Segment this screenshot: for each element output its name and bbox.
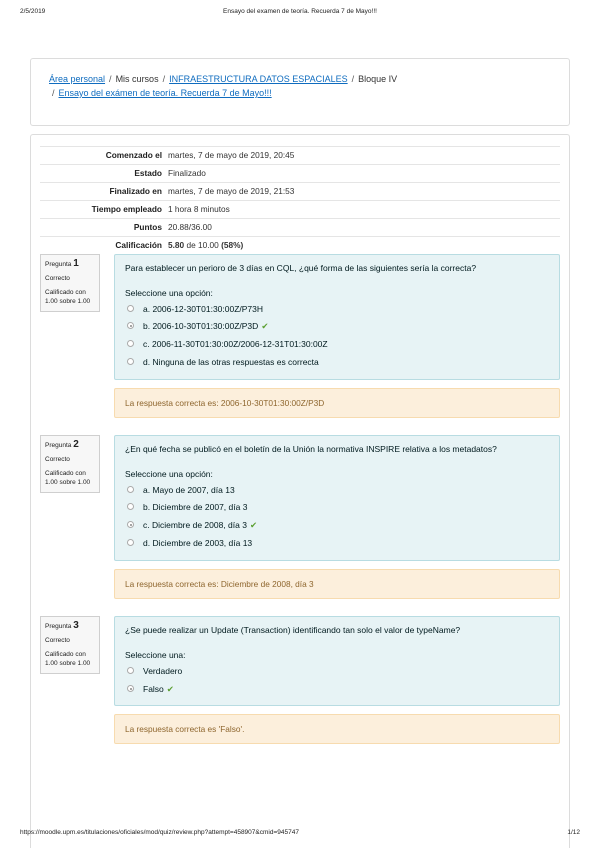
answer-label: c. 2006-11-30T01:30:00Z/2006-12-31T01:30:00Z — [143, 339, 328, 349]
question-text: Para establecer un perioro de 3 días en CQL, ¿qué forma de las siguientes sería la correcta? — [125, 263, 477, 273]
breadcrumb-separator: / — [351, 74, 355, 84]
radio-button[interactable] — [127, 305, 134, 312]
question-state: Correcto — [45, 456, 70, 463]
question-number — [45, 621, 95, 631]
question-info-2 — [40, 435, 100, 493]
breadcrumb-separator: / — [52, 88, 55, 98]
print-page-number: 1/12 — [567, 829, 580, 836]
question-info-3 — [40, 616, 100, 674]
answer-label: b. Diciembre de 2007, día 3 — [143, 502, 248, 512]
breadcrumb-home-link[interactable]: Área personal — [49, 74, 106, 84]
answer-option[interactable] — [127, 666, 182, 676]
answer-option[interactable] — [127, 520, 257, 531]
breadcrumb-card — [30, 58, 570, 126]
summary-key: Tiempo empleado — [40, 201, 165, 219]
answer-label: d. Ninguna de las otras respuestas es correcta — [143, 357, 319, 367]
radio-button-selected[interactable] — [127, 685, 134, 692]
correct-answer-feedback: La respuesta correcta es: 2006-10-30T01:30:00Z/P3D — [125, 398, 325, 408]
question-prompt: Seleccione una opción: — [125, 288, 213, 298]
radio-button[interactable] — [127, 503, 134, 510]
answer-label: a. Mayo de 2007, día 13 — [143, 485, 235, 495]
answer-label: c. Diciembre de 2008, día 3 — [143, 520, 247, 530]
answer-label: d. Diciembre de 2003, día 13 — [143, 538, 253, 548]
question-content-2 — [114, 435, 560, 561]
question-state: Correcto — [45, 275, 70, 282]
answer-label: a. 2006-12-30T01:30:00Z/P73H — [143, 304, 264, 314]
question-prompt: Seleccione una opción: — [125, 469, 213, 479]
attempt-summary-table — [40, 146, 560, 254]
answer-option[interactable] — [127, 502, 247, 512]
question-label: Pregunta — [45, 442, 72, 449]
grade-value: 5.80 — [168, 240, 185, 250]
breadcrumb-section: Bloque IV — [358, 74, 398, 84]
radio-button[interactable] — [127, 358, 134, 365]
question-text: ¿En qué fecha se publicó en el boletín de la Unión la normativa INSPIRE relativa a los metadatos? — [125, 444, 497, 454]
feedback-box-1 — [114, 388, 560, 418]
radio-button[interactable] — [127, 340, 134, 347]
correct-answer-feedback: La respuesta correcta es: Diciembre de 2008, día 3 — [125, 579, 314, 589]
summary-row — [40, 183, 560, 201]
summary-row — [40, 237, 560, 255]
answer-label: Falso — [143, 684, 164, 694]
correct-answer-feedback: La respuesta correcta es 'Falso'. — [125, 724, 245, 734]
radio-button[interactable] — [127, 539, 134, 546]
question-number-value: 1 — [73, 258, 79, 269]
question-prompt: Seleccione una: — [125, 650, 186, 660]
radio-button-selected[interactable] — [127, 322, 134, 329]
question-grade: Calificado con 1.00 sobre 1.00 — [45, 289, 91, 305]
summary-value: martes, 7 de mayo de 2019, 21:53 — [165, 183, 560, 201]
answer-option[interactable] — [127, 684, 174, 695]
summary-row — [40, 201, 560, 219]
summary-key: Finalizado en — [40, 183, 165, 201]
summary-value — [165, 237, 560, 255]
breadcrumb — [49, 74, 397, 84]
grade-percent: (58%) — [221, 240, 244, 250]
question-content-1 — [114, 254, 560, 380]
answer-option[interactable] — [127, 304, 263, 314]
summary-value: martes, 7 de mayo de 2019, 20:45 — [165, 147, 560, 165]
answer-option[interactable] — [127, 485, 235, 495]
summary-value: 20.88/36.00 — [165, 219, 560, 237]
question-state: Correcto — [45, 637, 70, 644]
question-grade: Calificado con 1.00 sobre 1.00 — [45, 651, 91, 667]
print-date: 2/5/2019 — [20, 8, 46, 15]
question-number — [45, 440, 95, 450]
correct-check-icon: ✔ — [249, 520, 258, 530]
summary-key: Puntos — [40, 219, 165, 237]
correct-check-icon: ✔ — [261, 321, 269, 331]
summary-key: Estado — [40, 165, 165, 183]
correct-check-icon: ✔ — [166, 684, 174, 694]
summary-key: Calificación — [40, 237, 165, 255]
summary-row — [40, 219, 560, 237]
answer-option[interactable] — [127, 339, 328, 349]
question-label: Pregunta — [45, 623, 72, 630]
radio-button[interactable] — [127, 486, 134, 493]
print-title: Ensayo del examen de teoría. Recuerda 7 de Mayo!!! — [223, 8, 377, 15]
summary-row — [40, 165, 560, 183]
summary-value: 1 hora 8 minutos — [165, 201, 560, 219]
answer-option[interactable] — [127, 538, 252, 548]
summary-key: Comenzado el — [40, 147, 165, 165]
summary-value: Finalizado — [165, 165, 560, 183]
breadcrumb-separator: / — [162, 74, 166, 84]
question-text: ¿Se puede realizar un Update (Transaction) identificando tan solo el valor de typeName? — [125, 625, 461, 635]
question-label: Pregunta — [45, 261, 72, 268]
breadcrumb-separator: / — [109, 74, 112, 84]
answer-label: Verdadero — [143, 666, 183, 676]
breadcrumb-quiz-link[interactable]: Ensayo del exámen de teoría. Recuerda 7 de Mayo!!! — [58, 88, 272, 98]
feedback-box-3 — [114, 714, 560, 744]
answer-option[interactable] — [127, 321, 268, 332]
question-content-3 — [114, 616, 560, 706]
question-info-1 — [40, 254, 100, 312]
question-number-value: 2 — [73, 439, 79, 450]
radio-button[interactable] — [127, 667, 134, 674]
summary-row — [40, 147, 560, 165]
breadcrumb-courses: Mis cursos — [115, 74, 159, 84]
print-footer — [0, 829, 600, 841]
question-number — [45, 259, 95, 269]
grade-out-of: de 10.00 — [184, 240, 222, 250]
answer-label: b. 2006-10-30T01:30:00Z/P3D — [143, 321, 259, 331]
print-header — [0, 8, 600, 20]
radio-button-selected[interactable] — [127, 521, 134, 528]
print-url: https://moodle.upm.es/titulaciones/oficiales/mod/quiz/review.php?attempt=458907&cmid=945747 — [20, 829, 299, 836]
answer-option[interactable] — [127, 357, 319, 367]
breadcrumb-line-2 — [49, 88, 272, 98]
breadcrumb-course-link[interactable]: INFRAESTRUCTURA DATOS ESPACIALES — [169, 74, 348, 84]
feedback-box-2 — [114, 569, 560, 599]
question-grade: Calificado con 1.00 sobre 1.00 — [45, 470, 91, 486]
question-number-value: 3 — [73, 620, 79, 631]
